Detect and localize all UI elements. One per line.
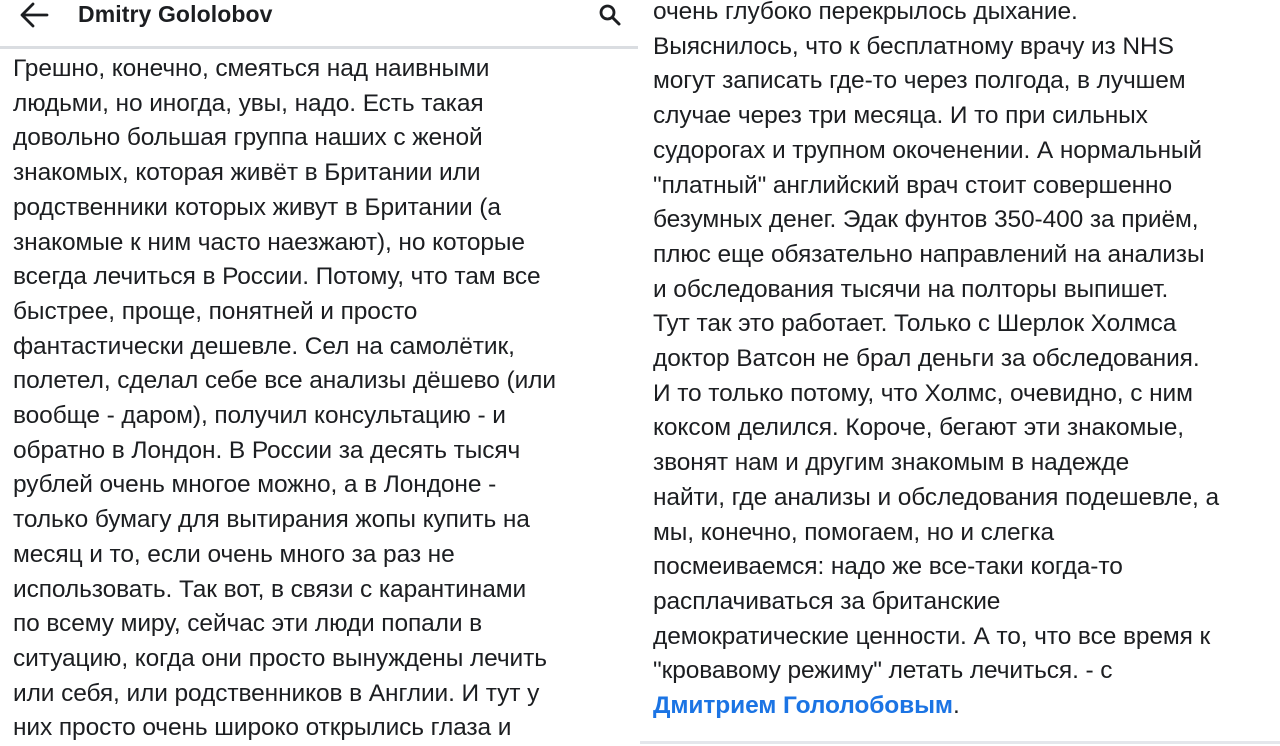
header-divider	[0, 46, 638, 49]
arrow-left-icon	[19, 2, 49, 28]
back-button[interactable]	[12, 0, 56, 30]
post-text-part-1: Грешно, конечно, смеяться над наивными людьми, но иногда, увы, надо. Есть такая довольно большая группа наших с женой знакомых, которая живёт в Британии или родственники которых живут в Британии (а знакомые к ним часто наезжают), но которые всегда лечиться в России. Потому, что там все быстрее, проще, понятней и просто фантастически дешевле. Сел на самолётик, полетел, сделал себе все анализы дёшево (или вообще - даром), получил консультацию - и обратно в Лондон. В России за десять тысяч рублей очень многое можно, а в Лондоне - только бумагу для вытирания жопы купить на месяц и то, если очень много за раз не использовать. Так вот, в связи с карантинами по всему миру, сейчас эти люди попали в ситуацию, когда они просто вынуждены лечить или себя, или родственников в Англии. И тут у них просто очень широко открылись глаза и	[13, 55, 556, 742]
top-app-bar	[0, 0, 640, 48]
post-text-part-2	[653, 0, 1278, 724]
screenshot-right-panel	[640, 0, 1280, 746]
search-button[interactable]	[594, 0, 626, 30]
post-text-body: очень глубоко перекрылось дыхание. Выяснилось, что к бесплатному врачу из NHS могут записать где-то через полгода, в лучшем случае через три месяца. И то при сильных судорогах и трупном окоченении. А нормальный "платный" английский врач стоит совершенно безумных денег. Эдак фунтов 350-400 за приём, плюс еще обязательно направлений на анализы и обследования тысячи на полторы выпишет. Тут так это работает. Только с Шерлок Холмса доктор Ватсон не брал деньги за обследования. И то только потому, что Холмс, очевидно, с ним коксом делился. Короче, бегают эти знакомые, звонят нам и другим знакомым в надежде найти, где анализы и обследования подешевле, а мы, конечно, помогаем, но и слегка посмеиваемся: надо же все-таки когда-то расплачиваться за британские демократические ценности. А то, что все время к "кровавому режиму" летать лечиться. - с	[653, 0, 1219, 685]
page-title: Dmitry Gololobov	[78, 1, 273, 27]
post-bottom-divider	[640, 741, 1280, 744]
author-mention-link[interactable]: Дмитрием Гололобовым	[653, 692, 953, 720]
search-icon	[598, 3, 622, 27]
post-text-period: .	[952, 692, 960, 720]
